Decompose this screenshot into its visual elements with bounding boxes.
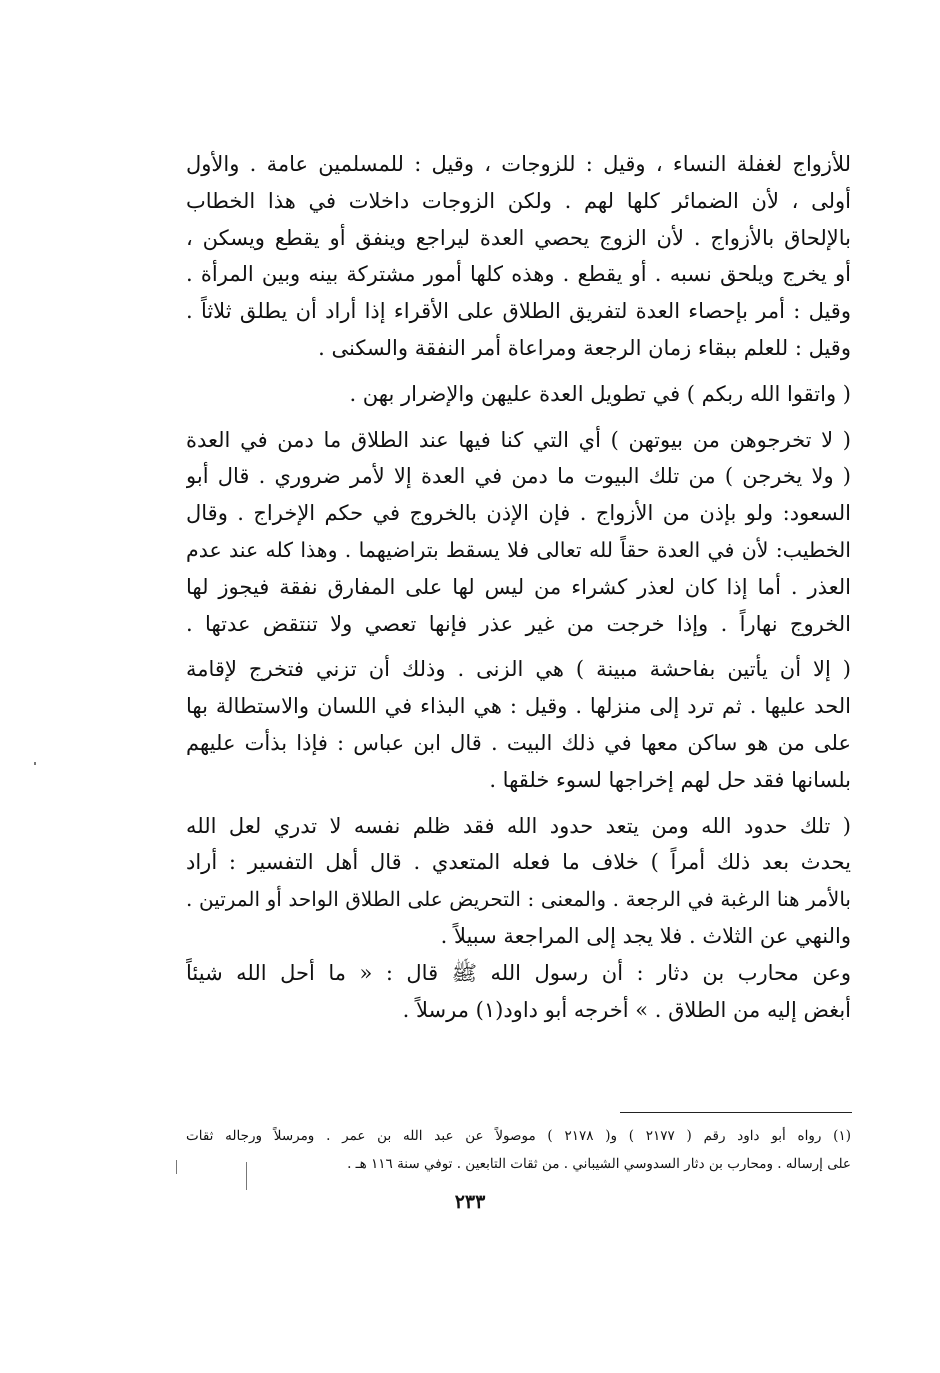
text-line: أبغض إليه من الطلاق . » أخرجه أبو داود(١) مرسلاً .: [402, 997, 851, 1022]
text-line: السعود: ولو بإذن من الأزواج . فإن الإذن بالخروج في حكم الإخراج . وقال: [186, 501, 851, 526]
text-line: ( لا تخرجوهن من بيوتهن ) أي التي كنا فيها عند الطلاق ما دمن في العدة: [186, 427, 851, 452]
text-line: بلسانها فقد حل لهم إخراجها لسوء خلقها .: [489, 767, 851, 792]
text-line: ( ولا يخرجن ) من تلك البيوت ما دمن في العدة إلا لأمر ضروري . قال أبو: [186, 464, 851, 489]
text-line: وقيل : أمر بإحصاء العدة لتفريق الطلاق على الأقراء إذا أراد أن يطلق ثلاثاً .: [186, 299, 851, 324]
text-line: وعن محارب بن دثار : أن رسول الله ﷺ قال : « ما أحل الله شيئاً: [186, 960, 851, 985]
scan-margin-mark: [34, 762, 36, 765]
paragraph: [186, 422, 851, 643]
text-line: العذر . أما إذا كان لعذر كشراء من ليس لها على المفارق نفقة فيجوز لها: [186, 574, 851, 599]
text-line: أولى ، لأن الضمائر كلها لهم . ولكن الزوجات داخلات في هذا الخطاب: [186, 188, 851, 213]
text-line: والنهي عن الثلاث . فلا يجد إلى المراجعة سبيلاً .: [440, 923, 851, 948]
paragraph: [186, 376, 851, 413]
page-number: ٢٣٣: [454, 1191, 486, 1213]
text-line: الخروج نهاراً . وإذا خرجت من غير عذر فإنها تعصي ولا تنتقض عدتها .: [186, 611, 851, 636]
footnote-line: (١) رواه أبو داود رقم ( ٢١٧٧ ) و( ٢١٧٨ ) موصولاً عن عبد الله بن عمر . ومرسلاً ورجاله ثقات: [186, 1128, 851, 1144]
text-line: ( إلا أن يأتين بفاحشة مبينة ) هي الزنى . وذلك أن تزني فتخرج لإقامة: [186, 657, 851, 682]
text-line: بالإلحاق بالأزواج . لأن الزوج يحصي العدة ليراجع وينفق أو يقطع ويسكن ،: [186, 225, 851, 250]
text-line: الحد عليها . ثم ترد إلى منزلها . وقيل : هي البذاء في اللسان والاستطالة بها: [186, 694, 851, 719]
paragraph-gap: [186, 413, 851, 422]
footnote-line: على إرساله . ومحارب بن دثار السدوسي الشيباني . من ثقات التابعين . توفي سنة ١١٦ هـ .: [347, 1156, 851, 1172]
paragraph-gap: [186, 799, 851, 808]
paragraph-gap: [186, 367, 851, 376]
footnote-separator: [620, 1112, 852, 1113]
text-line: يحدث بعد ذلك أمراً ) خلاف ما فعله المتعدي . قال أهل التفسير : أراد: [186, 850, 851, 875]
paragraph: [186, 808, 851, 1029]
text-line: بالأمر هنا الرغبة في الرجعة . والمعنى : التحريض على الطلاق الواحد أو المرتين .: [186, 887, 851, 912]
text-line: الخطيب: لأن في العدة حقاً لله تعالى فلا يسقط بتراضيهما . وهذا كله عند عدم: [186, 537, 851, 562]
scan-margin-mark: [246, 1162, 247, 1190]
main-text: [186, 146, 851, 1028]
text-line: ( تلك حدود الله ومن يتعد حدود الله فقد ظلم نفسه لا تدري لعل الله: [186, 813, 851, 838]
text-line: وقيل : للعلم ببقاء زمان الرجعة ومراعاة أمر النفقة والسكنى .: [318, 335, 851, 360]
text-line: ( واتقوا الله ربكم ) في تطويل العدة عليهن والإضرار بهن .: [349, 381, 851, 406]
text-line: أو يخرج ويلحق نسبه . أو يقطع . وهذه كلها أمور مشتركة بينه وبين المرأة .: [186, 262, 851, 287]
scan-margin-mark: [176, 1160, 177, 1174]
paragraph: [186, 651, 851, 798]
paragraph: [186, 146, 851, 367]
paragraph-gap: [186, 642, 851, 651]
footnotes: [186, 1122, 851, 1178]
text-line: على من هو ساكن معها في ذلك البيت . قال ابن عباس : فإذا بذأت عليهم: [186, 730, 851, 755]
text-line: للأزواج لغفلة النساء ، وقيل : للزوجات ، وقيل : للمسلمين عامة . والأول: [186, 152, 851, 176]
